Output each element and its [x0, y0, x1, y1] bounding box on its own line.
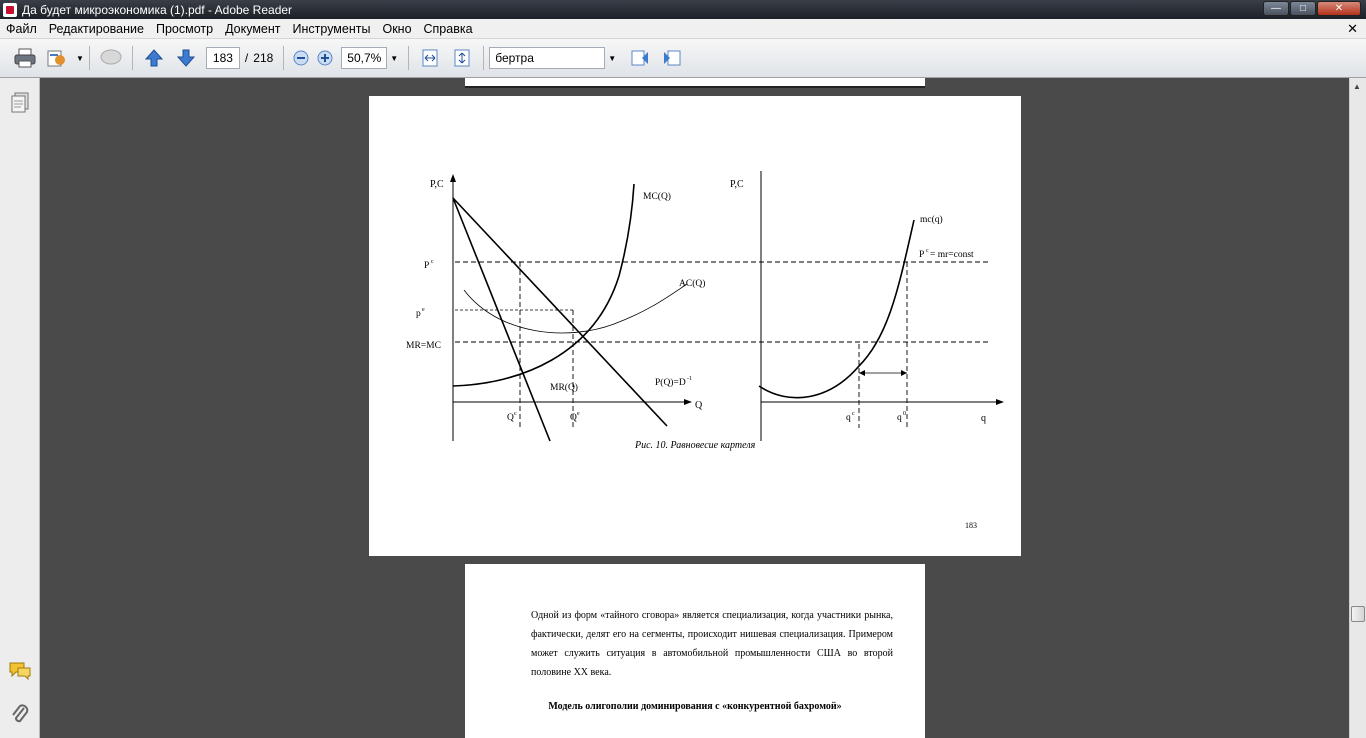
prev-page-icon[interactable] [141, 45, 167, 71]
maximize-button[interactable]: □ [1290, 1, 1316, 16]
menu-view[interactable]: Просмотр [155, 21, 214, 36]
navigation-pane [0, 78, 40, 738]
minimize-button[interactable]: — [1263, 1, 1289, 16]
left-y-axis-arrow [450, 174, 456, 182]
menu-bar [0, 19, 1366, 39]
pe-label: p [416, 309, 421, 319]
body-paragraph: Одной из форм «тайного сговора» является специализация, когда участники рынка, фактически, делят его на сегменты, происходит нишевая специализация. Примером может служить ситуация в автомобильной промышленности США во второй половине XX века. [531, 610, 893, 678]
zoom-in-icon[interactable] [316, 45, 334, 71]
firm-price-label-sup: c [926, 248, 929, 254]
mr-mc-label: MR=MC [406, 341, 441, 351]
toolbar-separator [483, 46, 484, 70]
mr-curve [453, 198, 550, 441]
page-separator: / [244, 51, 249, 65]
firm-q0-label: q [897, 413, 902, 423]
toolbar [0, 39, 1366, 78]
demand-label: P(Q)=D [655, 378, 686, 388]
left-x-axis-label: Q [695, 400, 703, 411]
title-bar [0, 0, 1366, 19]
next-page [465, 564, 925, 738]
left-graph [406, 174, 991, 441]
firm-qc-label-sup: c [852, 411, 855, 417]
right-y-axis-label: P,C [730, 179, 744, 190]
toolbar-separator [89, 46, 90, 70]
cartel-equilibrium-figure [369, 96, 1021, 556]
firm-mc-label: mc(q) [920, 215, 943, 225]
menu-file[interactable]: Файл [6, 21, 37, 36]
comments-icon[interactable] [8, 661, 32, 686]
page-number: 183 [965, 521, 977, 530]
menu-tools[interactable]: Инструменты [292, 21, 371, 36]
close-document-button[interactable]: ✕ [1347, 20, 1358, 36]
firm-qc-label: q [846, 413, 851, 423]
find-next-icon[interactable] [659, 45, 685, 71]
share-dropdown-icon[interactable]: ▼ [76, 53, 84, 63]
firm-mc-curve [759, 220, 914, 398]
qe-label: Q [570, 413, 577, 423]
scrollbar-thumb[interactable] [1351, 606, 1365, 622]
search-input[interactable]: бертра [489, 47, 605, 69]
print-icon[interactable] [12, 45, 38, 71]
page-number-input[interactable]: 183 [206, 47, 240, 69]
menu-window[interactable]: Окно [382, 21, 412, 36]
quota-arrow-right [901, 370, 907, 376]
window-title: Да будет микроэкономика (1).pdf - Adobe Reader [22, 2, 293, 17]
fit-width-icon[interactable] [417, 45, 443, 71]
right-x-axis-arrow [996, 399, 1004, 405]
current-page [369, 96, 1021, 556]
qe-label-sup: e [577, 411, 580, 417]
left-y-axis-label: P,C [430, 179, 444, 190]
vertical-scrollbar[interactable] [1349, 78, 1366, 738]
section-heading: Модель олигополии доминирования с «конкурентной бахромой» [548, 701, 842, 712]
close-button[interactable]: ✕ [1317, 1, 1361, 16]
toolbar-separator [283, 46, 284, 70]
fit-page-icon[interactable] [449, 45, 475, 71]
zoom-dropdown-icon[interactable]: ▼ [390, 53, 399, 63]
right-x-axis-label: q [981, 413, 986, 424]
firm-price-label: P [919, 250, 925, 260]
search-dropdown-icon[interactable]: ▼ [608, 53, 617, 63]
pc-label: P [424, 261, 430, 271]
pe-label-sup: e [422, 307, 425, 313]
qc-label: Q [507, 413, 514, 423]
total-pages: 218 [253, 51, 274, 65]
pc-label-sup: c [431, 259, 434, 265]
qc-label-sup: c [514, 411, 517, 417]
adobe-reader-icon [3, 3, 17, 17]
zoom-out-icon[interactable] [292, 45, 310, 71]
demand-label-sup: -1 [687, 376, 692, 382]
left-x-axis-arrow [684, 399, 692, 405]
menu-help[interactable]: Справка [423, 21, 473, 36]
figure-caption: Рис. 10. Равновесие картеля [635, 440, 756, 451]
scroll-up-icon[interactable]: ▲ [1353, 82, 1361, 91]
toolbar-separator [132, 46, 133, 70]
pages-icon[interactable] [10, 92, 30, 119]
mc-label: MC(Q) [643, 192, 671, 202]
firm-price-line-label: = mr=const [930, 250, 974, 260]
document-viewport[interactable] [41, 78, 1349, 738]
previous-page [465, 78, 925, 88]
zoom-level-input[interactable]: 50,7% [341, 47, 387, 69]
find-prev-icon[interactable] [627, 45, 653, 71]
menu-edit[interactable]: Редактирование [48, 21, 144, 36]
attachments-icon[interactable] [10, 702, 30, 731]
right-graph [730, 171, 1004, 441]
ac-label: AC(Q) [679, 279, 706, 289]
mr-label: MR(Q) [550, 383, 578, 393]
comment-icon[interactable] [98, 45, 124, 71]
next-page-icon[interactable] [173, 45, 199, 71]
share-icon[interactable] [44, 45, 70, 71]
menu-document[interactable]: Документ [225, 21, 281, 36]
firm-q0-label-sup: 0 [903, 411, 906, 417]
mc-curve [453, 184, 634, 386]
toolbar-separator [408, 46, 409, 70]
quota-arrow-left [859, 370, 865, 376]
